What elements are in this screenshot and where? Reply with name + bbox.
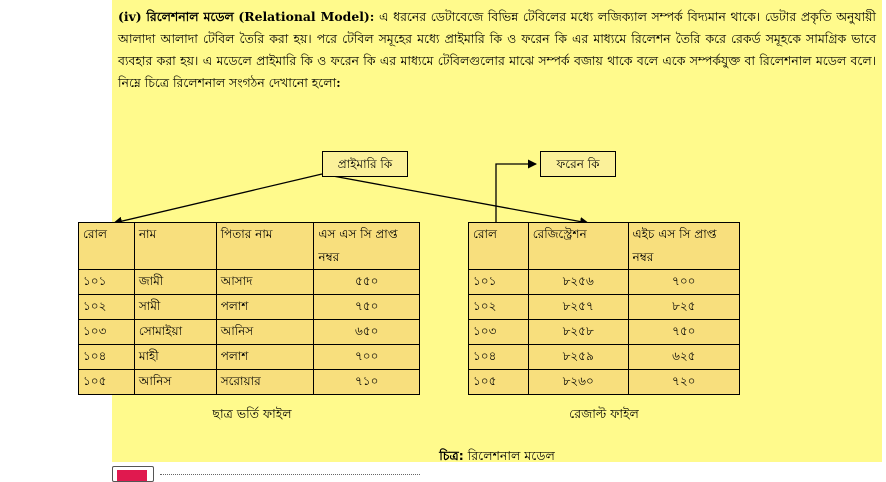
table-cell: ৮২৫৬ bbox=[528, 270, 628, 295]
table-cell: ৭০০ bbox=[628, 270, 739, 295]
table-row bbox=[79, 320, 420, 345]
table-cell: সামী bbox=[134, 295, 216, 320]
table-cell: ৮২৫৯ bbox=[528, 345, 628, 370]
table-cell: ১০৩ bbox=[469, 320, 529, 345]
table-cell: পলাশ bbox=[216, 295, 314, 320]
table-header-row bbox=[79, 223, 420, 270]
table-cell: ৭০০ bbox=[314, 345, 420, 370]
table-row bbox=[79, 295, 420, 320]
column-header: নাম bbox=[134, 223, 216, 270]
section-title-en: (Relational Model): bbox=[238, 9, 375, 24]
table-cell: ৭২০ bbox=[628, 370, 739, 395]
table-cell: ১০২ bbox=[79, 295, 135, 320]
column-header: রোল bbox=[79, 223, 135, 270]
table-cell: ১০১ bbox=[79, 270, 135, 295]
table-cell: ৬২৫ bbox=[628, 345, 739, 370]
figure-caption-text: রিলেশনাল মডেল bbox=[467, 448, 555, 463]
table-cell: ৮২৫ bbox=[628, 295, 739, 320]
table-header-row bbox=[469, 223, 740, 270]
table-cell: ৫৫০ bbox=[314, 270, 420, 295]
table-cell: আসাদ bbox=[216, 270, 314, 295]
column-header: এইচ এস সি প্রাপ্ত নম্বর bbox=[628, 223, 739, 270]
student-table-caption: ছাত্র ভর্তি ফাইল bbox=[212, 406, 292, 421]
table-cell: ৭১০ bbox=[314, 370, 420, 395]
table-cell: ১০৩ bbox=[79, 320, 135, 345]
column-header: রোল bbox=[469, 223, 529, 270]
result-table-caption: রেজাল্ট ফাইল bbox=[569, 406, 639, 421]
table-row bbox=[79, 270, 420, 295]
table-cell: ৮২৫৮ bbox=[528, 320, 628, 345]
table-cell: ১০২ bbox=[469, 295, 529, 320]
table-row bbox=[469, 295, 740, 320]
page-sheet bbox=[83, 0, 882, 463]
table-cell: ৭৫০ bbox=[628, 320, 739, 345]
table-cell: সোমাইয়া bbox=[134, 320, 216, 345]
arrow-to-student-roll bbox=[114, 174, 322, 223]
arrow-to-foreign-key bbox=[496, 164, 536, 223]
student-admission-table bbox=[78, 222, 420, 395]
section-title-number: (iv) bbox=[118, 9, 142, 24]
column-header: পিতার নাম bbox=[216, 223, 314, 270]
column-header: এস এস সি প্রাপ্ত নম্বর bbox=[314, 223, 420, 270]
figure-caption-label: চিত্র: bbox=[439, 448, 464, 463]
result-table bbox=[468, 222, 740, 395]
table-cell: আনিস bbox=[134, 370, 216, 395]
table-cell: ১০৪ bbox=[79, 345, 135, 370]
table-row bbox=[469, 270, 740, 295]
section-body: এ ধরনের ডেটাবেজে বিভিন্ন টেবিলের মধ্যে লজিক্যাল সম্পর্ক বিদ্যমান থাকে। ডেটার প্রকৃতি অনুযায়ী আলাদা আলাদা টেবিল তৈরি করা হয়। পরে টেবিল সমূহের মধ্যে প্রাইমারি কি ও ফরেন কি এর মাধ্যমে রিলেশন তৈরি করে রেকর্ড সমূহকে সামগ্রিক ভাবে ব্যবহার করা হয়। এ মডেলে প্রাইমারি কি ও ফরেন কি এর মাধ্যমে টেবিলগুলোর মাঝে সম্পর্ক বজায় থাকে বলে একে সম্পর্কযুক্ত বা রিলেশনাল মডেল বলে। নিম্নে চিত্রে রিলেশনাল সংগঠন দেখানো হলো bbox=[118, 9, 876, 90]
table-row bbox=[469, 370, 740, 395]
table-row bbox=[469, 320, 740, 345]
primary-key-box bbox=[322, 151, 408, 177]
table-cell: আনিস bbox=[216, 320, 314, 345]
table-cell: সরোয়ার bbox=[216, 370, 314, 395]
table-row bbox=[469, 345, 740, 370]
figure-caption bbox=[112, 448, 882, 468]
column-header: রেজিস্ট্রেশন bbox=[528, 223, 628, 270]
section-title-bn: রিলেশনাল মডেল bbox=[146, 9, 234, 24]
table-cell: পলাশ bbox=[216, 345, 314, 370]
primary-key-label: প্রাইমারি কি bbox=[337, 157, 393, 171]
table-cell: মাহী bbox=[134, 345, 216, 370]
table-cell: জামী bbox=[134, 270, 216, 295]
table-cell: ৬৫০ bbox=[314, 320, 420, 345]
table-cell: ১০৪ bbox=[469, 345, 529, 370]
foreign-key-box bbox=[540, 151, 616, 177]
table-cell: ৭৫০ bbox=[314, 295, 420, 320]
table-cell: ১০৫ bbox=[469, 370, 529, 395]
table-row bbox=[79, 370, 420, 395]
foreign-key-label: ফরেন কি bbox=[556, 157, 600, 171]
table-cell: ১০১ bbox=[469, 270, 529, 295]
arrow-to-result-roll bbox=[322, 174, 588, 223]
section-body-end: : bbox=[336, 75, 341, 90]
table-row bbox=[79, 345, 420, 370]
table-cell: ৮২৫৭ bbox=[528, 295, 628, 320]
table-cell: ৮২৬০ bbox=[528, 370, 628, 395]
table-cell: ১০৫ bbox=[79, 370, 135, 395]
